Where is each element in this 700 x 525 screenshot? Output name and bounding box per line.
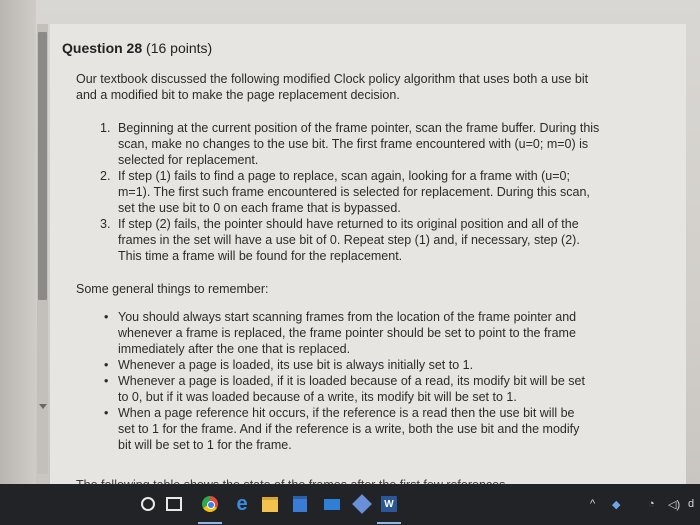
question-points: (16 points) bbox=[146, 40, 213, 56]
step-text: If step (1) fails to find a page to replace, scan again, looking for a frame with (u=0; m=1). The first such frame encountered is selected for replacement. During this scan, set the use bit to 0 on each frame that is bypassed. bbox=[118, 169, 590, 215]
bullet-icon: • bbox=[104, 406, 109, 420]
step-number: 3. bbox=[100, 217, 111, 231]
list-item-text: You should always start scanning frames from the location of the frame pointer and whenever a frame is replaced, the frame pointer should be set to point to the frame immediately after the one that is replaced. bbox=[118, 310, 577, 356]
network-icon[interactable]: ◔ bbox=[648, 498, 655, 510]
step-item bbox=[100, 168, 600, 216]
list-item bbox=[102, 405, 592, 453]
bullet-icon: • bbox=[104, 310, 109, 324]
list-item bbox=[102, 373, 592, 405]
step-item bbox=[100, 120, 600, 168]
step-text: If step (2) fails, the pointer should have returned to its original position and all of the frames in the set will have a use bit of 0. Repeat step (1) and, if necessary, step (2). This time a frame will be found for the replacement. bbox=[118, 217, 580, 263]
scroll-down-icon[interactable] bbox=[39, 404, 47, 409]
store-icon[interactable] bbox=[290, 494, 310, 514]
step-number: 2. bbox=[100, 169, 111, 183]
question-title bbox=[62, 40, 212, 56]
general-heading: Some general things to remember: bbox=[76, 282, 269, 296]
dropbox-icon[interactable]: ◆ bbox=[612, 498, 621, 511]
list-item-text: Whenever a page is loaded, its use bit is always initially set to 1. bbox=[118, 358, 474, 372]
step-number: 1. bbox=[100, 121, 111, 135]
word-icon-label: W bbox=[381, 496, 397, 512]
bullet-icon: • bbox=[104, 374, 109, 388]
edge-icon[interactable]: e bbox=[236, 492, 248, 515]
list-item-text: Whenever a page is loaded, if it is loaded because of a read, its modify bit will be set to 0, but if it was loaded because of a write, its modify bit will be set to 1. bbox=[118, 374, 585, 404]
active-indicator bbox=[377, 522, 401, 524]
file-explorer-icon[interactable] bbox=[260, 494, 280, 514]
task-view-icon[interactable] bbox=[166, 494, 182, 514]
bullet-icon: • bbox=[104, 358, 109, 372]
app-icon[interactable] bbox=[352, 494, 372, 514]
word-icon[interactable] bbox=[378, 494, 400, 514]
question-panel bbox=[50, 24, 686, 484]
algorithm-steps bbox=[100, 120, 600, 264]
volume-icon[interactable]: ◁) bbox=[668, 498, 681, 511]
list-item bbox=[102, 309, 592, 357]
reminder-list bbox=[102, 309, 592, 453]
taskbar bbox=[0, 484, 700, 525]
tray-chevron-icon[interactable]: ^ bbox=[590, 498, 596, 510]
chrome-icon[interactable] bbox=[200, 494, 220, 514]
cut-off-text bbox=[76, 477, 596, 484]
window-left-edge bbox=[0, 0, 36, 525]
step-item bbox=[100, 216, 600, 264]
search-icon[interactable] bbox=[140, 494, 156, 514]
question-intro: Our textbook discussed the following modified Clock policy algorithm that uses both a use bit and a modified bit to make the page replacement decision. bbox=[76, 72, 589, 102]
notification-icon[interactable]: d bbox=[688, 498, 695, 510]
question-number: Question 28 bbox=[62, 40, 143, 56]
list-item-text: When a page reference hit occurs, if the reference is a read then the use bit will be set to 1 for the frame. And if the reference is a write, both the use bit and the modify bit will be set to 1 for the frame. bbox=[118, 406, 580, 452]
mail-icon[interactable] bbox=[322, 494, 342, 514]
scrollbar-thumb[interactable] bbox=[38, 32, 47, 300]
active-indicator bbox=[198, 522, 222, 524]
list-item bbox=[102, 357, 592, 373]
step-text: Beginning at the current position of the frame pointer, scan the frame buffer. During this scan, make no changes to the use bit. The first frame encountered with (u=0; m=0) is selected for replacement. bbox=[118, 121, 600, 167]
